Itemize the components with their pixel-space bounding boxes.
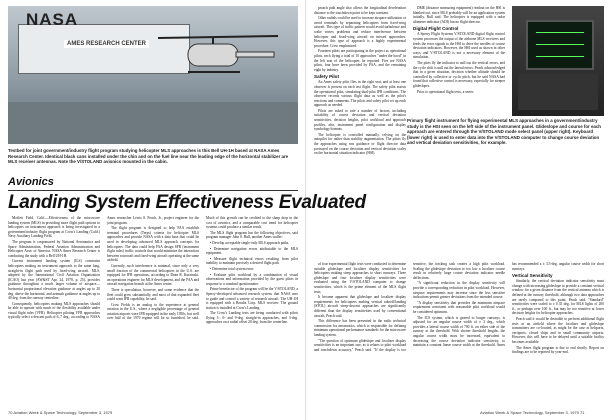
paragraph: The Crow's Landing tests are being conducted with pilots flying 3-, 6- and 9-deg. straight-in approaches, and 3-deg. approaches on a radial offset 20 deg. from the centerline. <box>206 311 298 325</box>
paragraph: An Ames safety pilot flies in the right seat, and at least one observer is present on each test flight. The safety pilot assists the operational pilot, simulating dual-pilot IFR conditions. The observer records various flight data as well as the pilot's reactions and comments. The pilots and safety pilot set up each approach as needed. <box>314 80 406 108</box>
paragraph: This difference has been presented in the radio technical commission for aeronautics, which is responsible for defining minimum operational performance standards for the microwave landing system. <box>314 319 406 337</box>
paragraph: Current instrument landing system (ILS) constrains helicopters making an instrument approach to the same long, straight-in flight path used by fixed-wing aircraft. MLS, adopted by the International Civil Aviation Organization (ICAO) last year (AW&ST Apr. 24, 1978, p. 25), provides guidance throughout a much larger volume of airspace—horizontal proportional elevation guidance at angles up to 20 deg. above the horizontal, and azimuth guidance at angles up to 40 deg. from the runway centerline. <box>8 259 100 301</box>
paragraph: • Determine total system error. <box>210 266 255 271</box>
column <box>314 6 406 260</box>
helicopter-icon <box>158 30 278 76</box>
paragraph: • Measure flight technical errors resulting from pilot inability to maintain precisely a desired flight path. <box>206 256 298 266</box>
paragraph: Prior to operational flight tests, a series <box>417 89 474 94</box>
paragraph: "A significant reduction in the display sensitivity will provide a corresponding reduction in pilot workload. However, airspace requirements may increase since the less sensitive indications permit greater deviations from the intended course. <box>413 281 505 300</box>
paragraph: The ICS system, which is geared to longer runways, is adjusted for an angular course width of ± 3 deg., which provides a lateral course width of 700 ft. on either side of the runway at the threshold. With shorter threshold lengths, the angular course width must be increased, equivalent to decreasing the course deviation indicator sensitivity, to maintain a constant linear course width at the threshold. Ames has recommended a ± 3.5-deg. angular course width for short runways. <box>413 262 604 348</box>
paragraph: Peach said it would be desirable to perform additional flight tests at an airfield where the localizer and glideslope transmitters are co-located, as might be the case at heliports, vertiports, closed ships and in small community airports. However, this will have to be delayed until a suitable facility becomes available. <box>512 316 604 344</box>
folio-left: 70 Aviation Week & Space Technology, September 3, 1979 <box>8 410 113 415</box>
paragraph: The program is cosponsored by National Aeronautics and Space Administration, Federal Aviation Administration and Helicopter Assn. of America. NASA Ames Research Center is conducting the study with a Bell UH-1H. <box>8 239 100 258</box>
helicopter-photo <box>8 6 298 144</box>
paragraph: It became apparent that glideslope and localizer display requirements for helicopters making vertical takeoff/landing (STOL) aircraft steep-descent approaches are significantly different than the display sensitivities used by conventional aircraft, Peach said. <box>314 295 406 318</box>
paragraph: Other radials could be used to increase airspace utilization or avoid terminals by separating helicopters from fixed-wing aircraft. This type of traffic pattern would avoid turbulence and wake vortex problems and reduce interference between helicopter and fixed-wing aircraft on missed approaches. However, this type of approach is a highly experimental procedure. Crow emphasized. <box>314 16 406 48</box>
paragraph: proach path angle also allows the longitudinal deceleration distance to the touchdown point to be kept constant. <box>314 6 406 15</box>
paragraph: • Evaluate pilot workload by a combination of visual observations and information provided by the guest pilots in response to a standard questionnaire. <box>206 272 298 286</box>
subhead: Vertical Sensitivity <box>512 273 553 279</box>
divider <box>8 190 298 191</box>
paragraph: • Develop acceptable single-only MLS approach paths. <box>210 240 290 245</box>
paragraph: • Determine navigation errors attributable to the MLS equipment. <box>206 246 298 256</box>
paragraph: Pilots are asked to rate a number of factors, including suitability of course deviation and vertical deviation sensitivities, decision heights, pilot workload and approach profiles, also, instrument panel configuration and display symbology/formats. <box>314 108 406 132</box>
paragraph: Fourteen pilots are participating in the project as operational pilots, each flying a total of 10 approaches "under the hood" in the left seat of the helicopter, he reported. Five are NASA pilots, four have been provided by FAA, and the remaining eight by industry. <box>314 49 406 72</box>
article-body-left <box>8 216 298 406</box>
paragraph: The MLS flight program has the following objectives, said program manager John S. Bull, another Ames staffer: <box>206 230 298 240</box>
paragraph: The flight program is designed to help FAA establish terminal procedures (Terps) criteria for helicopter MLS approaches and provide NASA with a data base that could be used in developing advanced MLS approach concepts for helicopters. The data could help FAA design SFR (instrument flight rules) traffic controls that would minimize the interaction between rotorcraft and fixed-wing aircraft operating at the same airfield. <box>107 226 199 263</box>
paragraph: Consequently, helicopters making MLS approaches should be able to operate with much of the flexibility available under visual flight rules (VFR). Helicopter piloting VFR approaches typically select a descent path of 6–7 deg., according to NASA Ames researcher Lewis S. Peach, Jr., project engineer for the joint program. <box>8 216 199 320</box>
paragraph: The Ames flight program is due to end shortly. Report on findings are to be reported by year-end. <box>512 345 604 355</box>
subhead: Digital Flight Control <box>413 26 459 32</box>
paragraph: Currently, such interference is minimal, since only a very small fraction of the commercial helicopters in the U.S. are equipped for IFR operations, according to Dean R. Kurzinski, an operations engineer for MLS development, and the FAA and aircraft navigation branch at the Ames center. <box>107 263 199 287</box>
cockpit-photo-caption: Primary flight instrument for flying experimental MLS approaches in a government/industry study is the HSI seen on the left side of the instrument panel. Glideslope and course for each approach are entered through the V/STOLAND mode select panel (upper right). Keyboard (lower right) is used to enter data into the V/STOLAND computer to change course deviation and vertical deviation sensitivities, for example. <box>407 118 601 146</box>
paragraph: There is speculation, however, and some evidence that the fleet could grow substantially, and most of that expanded fleet could want IFR capability, he said. <box>107 287 199 302</box>
paragraph: Similarly, the vertical deviation indicator sensitivity must change with increasing glideslope to provide a constant vertical window for a given distance from the vertical antenna which is defined at the runway threshold, although two data approaches are rarely compared to this point, Peach said. "Standard" sensitivities were scaled to ± 0.35 deg. for MLS lights of 200 ft., or perhaps over 100 ft., but may be too sensitive at lower decision heights for helicopter approaches. <box>512 279 604 316</box>
subhead: Safety Pilot <box>314 74 340 80</box>
article-body-right-bottom <box>314 262 604 406</box>
folio-right: Aviation Week & Space Technology, September 3, 1979 71 <box>480 410 585 415</box>
paragraph: Crow Fields is an analog to the experience at general aviation in the U.S., where a negligible percentage of general aviation airports were IFR equipped in the early 1950s, but well over half of the 1970 regime will be so furnished, he said. Much of this growth can be credited to the sharp drop in the cost of avionics, and a comparable cost trend for helicopter systems could produce a similar result. <box>107 216 298 321</box>
paragraph: A Sperry Flight Systems V/STOLAND digital flight control system processes the output of the airborne MLS receivers and feeds the error signals to the HSI to drive the needles of course deviation indicators. However, the HSI used as shown in other ways, and V/STOLAND is not a necessary element of the simulation. <box>413 32 505 60</box>
headline: Landing System Effectiveness Evaluated <box>8 192 366 213</box>
ames-sign: AMES RESEARCH CENTER <box>64 40 149 48</box>
paragraph: Prime benefactor of the program will be the V/STOLAND, a Sperry-developed advanced research system, that NASA uses to guide and control a variety of research aircraft. The UH-1H is equipped with a Bendix Corp. MLS receiver. The ground station is installed at Crow's Landing. <box>206 287 298 310</box>
photo-caption: Testbed for joint government/industry flight program studying helicopter MLS approaches is this Bell UH-1H based at NASA Ames Research Center. Identical black cans installed under the chin and on the fuel line near the leading edge of the horizontal stabilizer are MLS receiver antennas. Note the V/STOLAND avionics mounted in the cabin. <box>8 148 289 165</box>
paragraph: of four experimental flight tests were conducted to determine suitable glideslope and localizer display sensitivities for helicopters making steep approaches to short runways. Three glideslope and four localizer display sensitivities were evaluated using the V/STOLAND computer to change sensitivities, which is the prime element of the MLS flight tests. <box>314 262 407 294</box>
paragraph: DME (distance measuring equipment) readout on the HSI is blanked out, since MLS probably will be an application system initially, Bull said. The helicopter is equipped with a radar altimeter indicator (ADI) but no flight director. <box>413 6 505 24</box>
nasa-sign: NASA <box>26 10 79 29</box>
paragraph: Moffett Field, Calif.—Effectiveness of the microwave landing system (MLS) in providing more flight path options to helicopters on instrument approach is being investigated in a government/industry flight program at Crow's Landing (Calif.) Navy Auxiliary Landing Field. <box>8 216 100 239</box>
cockpit-photo <box>512 6 604 116</box>
ground <box>8 102 298 144</box>
paragraph: "The question of optimum glideslope and localizer display sensitivities is an important one, as it relates to pilot workload and touchdown accuracy," Peach said. "If the display is too sensitive, the tracking task creates a high pilot workload. Scaling the glideslope deviation to too low a localizer course result in relatively large course deviation indicator needle deflections. <box>314 262 505 352</box>
paragraph: The helicopter is controlled manually, relying on the autopilot for rather than stability augmentation. The pilots fly the approaches using raw guidance or flight director data portrayed on the course deviation and vertical deviation scales on the horizontal situation indicator (HSI). <box>314 132 406 156</box>
hsi-display <box>526 20 594 70</box>
section-label: Avionics <box>8 176 54 188</box>
paragraph: The plots fly the indicator to null out the vertical errors, and the cycle shift is null out the lateral errors. Peach acknowledged that in a given situation, decision whether altitude should be controlled by collective or cyclic pitch, but he said NASA had found that collective control is necessary, especially for steeper glideslopes. <box>413 60 505 88</box>
paragraph: "A display sensitivity that provides the minimum airspace requirement consistent with reasonable pilot workload would be considered optimum. <box>413 300 505 314</box>
instrument-panel <box>518 74 598 110</box>
